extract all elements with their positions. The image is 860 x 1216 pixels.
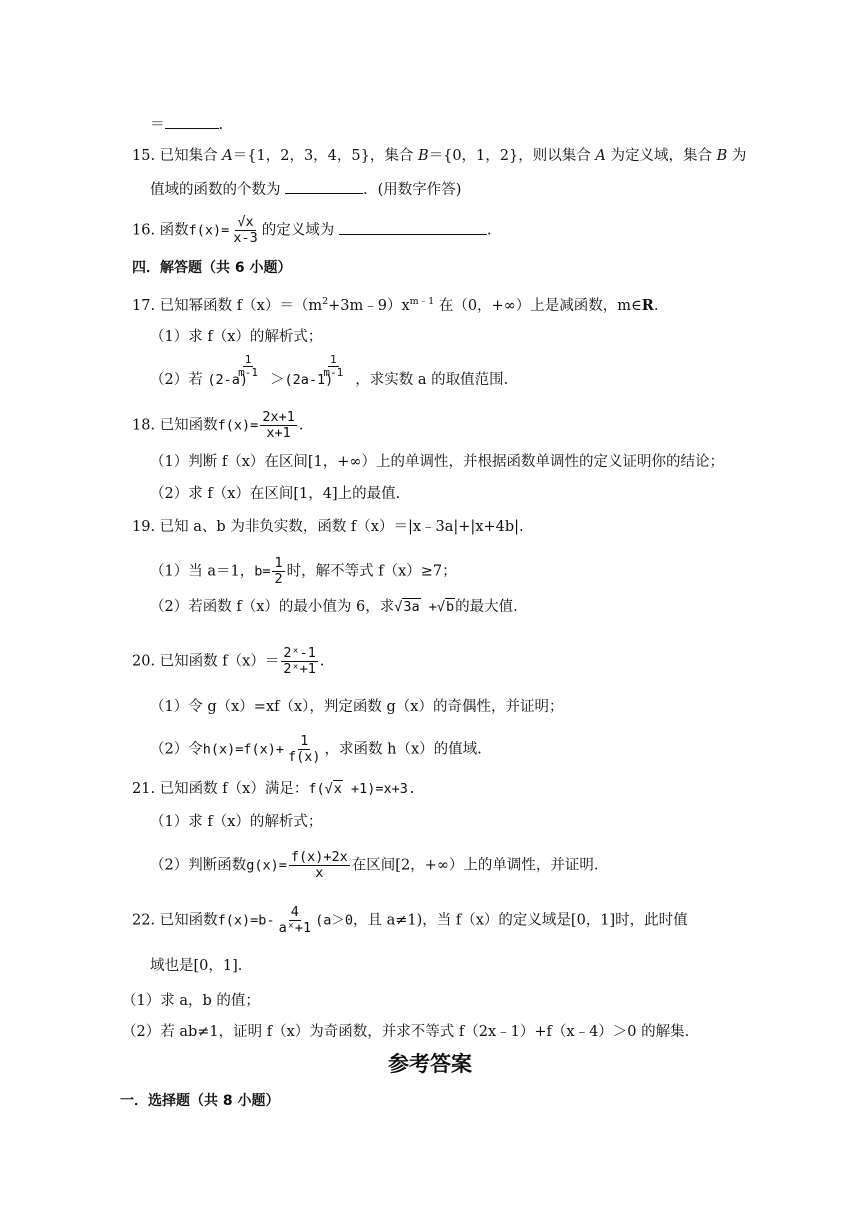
question-17-part2 <box>150 353 509 390</box>
text: 已知函数 f（x）＝ <box>159 653 280 670</box>
base: (2-a) <box>207 372 248 388</box>
var-a: A <box>222 148 233 164</box>
function-expr: f(x)=b- <box>217 912 275 929</box>
denominator: f(x) <box>288 749 321 765</box>
text: （2）若 <box>150 372 203 388</box>
real-set: R <box>641 296 654 314</box>
condition-expr: (a＞0 <box>315 912 353 929</box>
question-21-part1: （1）求 f（x）的解析式； <box>150 814 323 830</box>
text: ＝{1，2，3，4，5}，集合 <box>232 148 418 164</box>
denominator: x+1 <box>266 425 291 441</box>
denominator: m-1 <box>323 366 344 379</box>
question-number: 19. <box>132 519 156 535</box>
question-22 <box>132 905 688 936</box>
radicand: b <box>446 599 455 615</box>
text: ，且 a≠1)，当 f（x）的定义域是[0，1]时，此时值 <box>352 912 688 929</box>
text: ，求函数 h（x）的值域. <box>324 741 482 758</box>
answer-key-title: 参考答案 <box>388 1052 472 1076</box>
period: . <box>319 653 325 670</box>
question-19-part2 <box>150 597 518 617</box>
text: 已知 a、b 为非负实数，函数 f（x）＝|x﹣3a|+|x+4b|. <box>159 519 524 535</box>
question-22-line2: 域也是[0，1]. <box>150 958 243 974</box>
radicand: x <box>333 781 342 797</box>
text: （2）令 <box>150 741 203 758</box>
text: 的定义域为 <box>261 222 339 239</box>
function-expr: f(x)= <box>217 417 259 434</box>
numerator: 1 <box>300 733 309 749</box>
denominator: x <box>315 865 324 881</box>
question-19-part1 <box>150 556 457 587</box>
superscript: m﹣1 <box>409 296 435 307</box>
numerator: 1 <box>330 353 337 366</box>
numerator: √x <box>237 214 254 230</box>
question-number: 21. <box>132 781 156 797</box>
denominator: aˣ+1 <box>278 920 312 936</box>
text: 在（0，+∞）上是减函数，m∈ <box>434 297 642 314</box>
text: 已知幂函数 f（x）＝（m <box>159 297 323 314</box>
power-expr <box>207 353 258 390</box>
question-22-part2: （2）若 ab≠1，证明 f（x）为奇函数，并求不等式 f（2x﹣1）+f（x﹣4）＞0 的解集. <box>122 1024 690 1040</box>
text: （2）判断函数 <box>150 857 247 874</box>
text: （2）若函数 f（x）的最小值为 6，求 <box>150 599 395 615</box>
question-number: 17. <box>132 297 156 314</box>
numerator: f(x)+2x <box>290 849 348 865</box>
numerator: 2ˣ-1 <box>283 645 316 661</box>
answer-blank <box>339 220 487 235</box>
question-20-part1: （1）令 g（x）=xf（x），判定函数 g（x）的奇偶性，并证明； <box>150 699 564 715</box>
text: 为 <box>727 148 747 164</box>
text: 已知集合 <box>159 148 223 164</box>
fraction <box>231 215 259 246</box>
sqrt-expr: √x <box>324 781 342 797</box>
function-expr: +1)=x+3. <box>342 781 417 797</box>
question-number: 22. <box>132 912 156 929</box>
greater-than: ＞ <box>269 372 285 388</box>
fraction <box>281 646 318 677</box>
numerator: 4 <box>290 904 299 920</box>
function-expr: g(x)= <box>246 857 287 874</box>
fraction <box>272 556 284 587</box>
section-heading-1: 一．选择题（共 8 小题） <box>120 1093 280 1109</box>
period: . <box>298 417 304 434</box>
plus-sign: + <box>420 599 437 615</box>
denominator: 2ˣ+1 <box>283 661 316 677</box>
text: ＝{0，1，2}，则以集合 <box>428 148 596 164</box>
question-22-part1: （1）求 a，b 的值； <box>122 993 260 1009</box>
function-expr: f( <box>308 781 325 797</box>
period: . <box>218 117 224 133</box>
numerator: 2x+1 <box>262 409 295 425</box>
exponent <box>234 354 262 379</box>
text: 已知函数 <box>159 417 218 434</box>
text: 函数 <box>159 222 189 239</box>
question-18-part2: （2）求 f（x）在区间[1，4]上的最值. <box>150 486 401 502</box>
period: . <box>653 297 659 314</box>
question-18 <box>132 410 303 441</box>
question-15-line2 <box>150 179 461 200</box>
question-number: 15. <box>132 148 156 164</box>
fraction <box>289 850 350 881</box>
fraction <box>277 905 314 936</box>
question-19 <box>132 517 524 537</box>
text: 在区间[2，+∞）上的单调性，并证明. <box>351 857 599 874</box>
question-17-part1: （1）求 f（x）的解析式； <box>150 329 323 345</box>
expr: b= <box>254 563 271 580</box>
numerator: 1 <box>244 353 252 366</box>
question-20 <box>132 646 324 677</box>
text: 已知函数 f（x）满足： <box>159 781 309 797</box>
denominator: x-3 <box>233 230 258 246</box>
exponent <box>319 354 347 379</box>
question-16 <box>132 215 491 246</box>
fraction <box>286 734 323 765</box>
denominator: 2 <box>274 571 283 587</box>
section-heading-4: 四．解答题（共 6 小题） <box>132 260 292 276</box>
fraction <box>260 410 297 441</box>
question-number: 18. <box>132 417 156 434</box>
numerator: 1 <box>274 555 283 571</box>
function-expr: h(x)=f(x)+ <box>202 741 285 758</box>
question-17 <box>132 292 658 316</box>
text: （1）当 a＝1， <box>150 563 255 580</box>
text: 时，解不等式 f（x）≥7； <box>286 563 457 580</box>
question-21-part2 <box>150 850 599 881</box>
denominator: m-1 <box>238 366 258 379</box>
question-18-part1: （1）判断 f（x）在区间[1，+∞）上的单调性，并根据函数单调性的定义证明你的结论； <box>150 454 724 470</box>
prev-answer-line <box>150 114 223 135</box>
question-number: 20. <box>132 653 156 670</box>
superscript: 2 <box>322 296 329 307</box>
sqrt-expr: √b <box>436 599 455 615</box>
text: +3m﹣9）x <box>328 297 410 314</box>
text: 已知函数 <box>159 912 218 929</box>
text: 为定义域，集合 <box>605 148 717 164</box>
text: ．(用数字作答) <box>363 182 462 198</box>
base: (2a-1) <box>284 372 334 388</box>
function-expr: f(x)= <box>188 222 230 239</box>
text: 值域的函数的个数为 <box>150 182 286 198</box>
equals-sign: ＝ <box>150 117 165 133</box>
text: 的最大值. <box>455 599 518 615</box>
radicand: 3a <box>403 599 420 615</box>
answer-blank <box>165 114 219 129</box>
power-expr <box>284 353 344 390</box>
question-number: 16. <box>132 222 156 239</box>
sqrt-expr: √3a <box>394 599 420 615</box>
var-a: A <box>595 148 606 164</box>
period: . <box>486 222 492 239</box>
text: ，求实数 a 的取值范围. <box>355 372 509 388</box>
var-b: B <box>417 148 429 164</box>
question-20-part2 <box>150 734 482 765</box>
answer-blank <box>285 179 363 194</box>
var-b: B <box>716 148 728 164</box>
question-21 <box>132 779 416 799</box>
question-15 <box>132 146 746 166</box>
